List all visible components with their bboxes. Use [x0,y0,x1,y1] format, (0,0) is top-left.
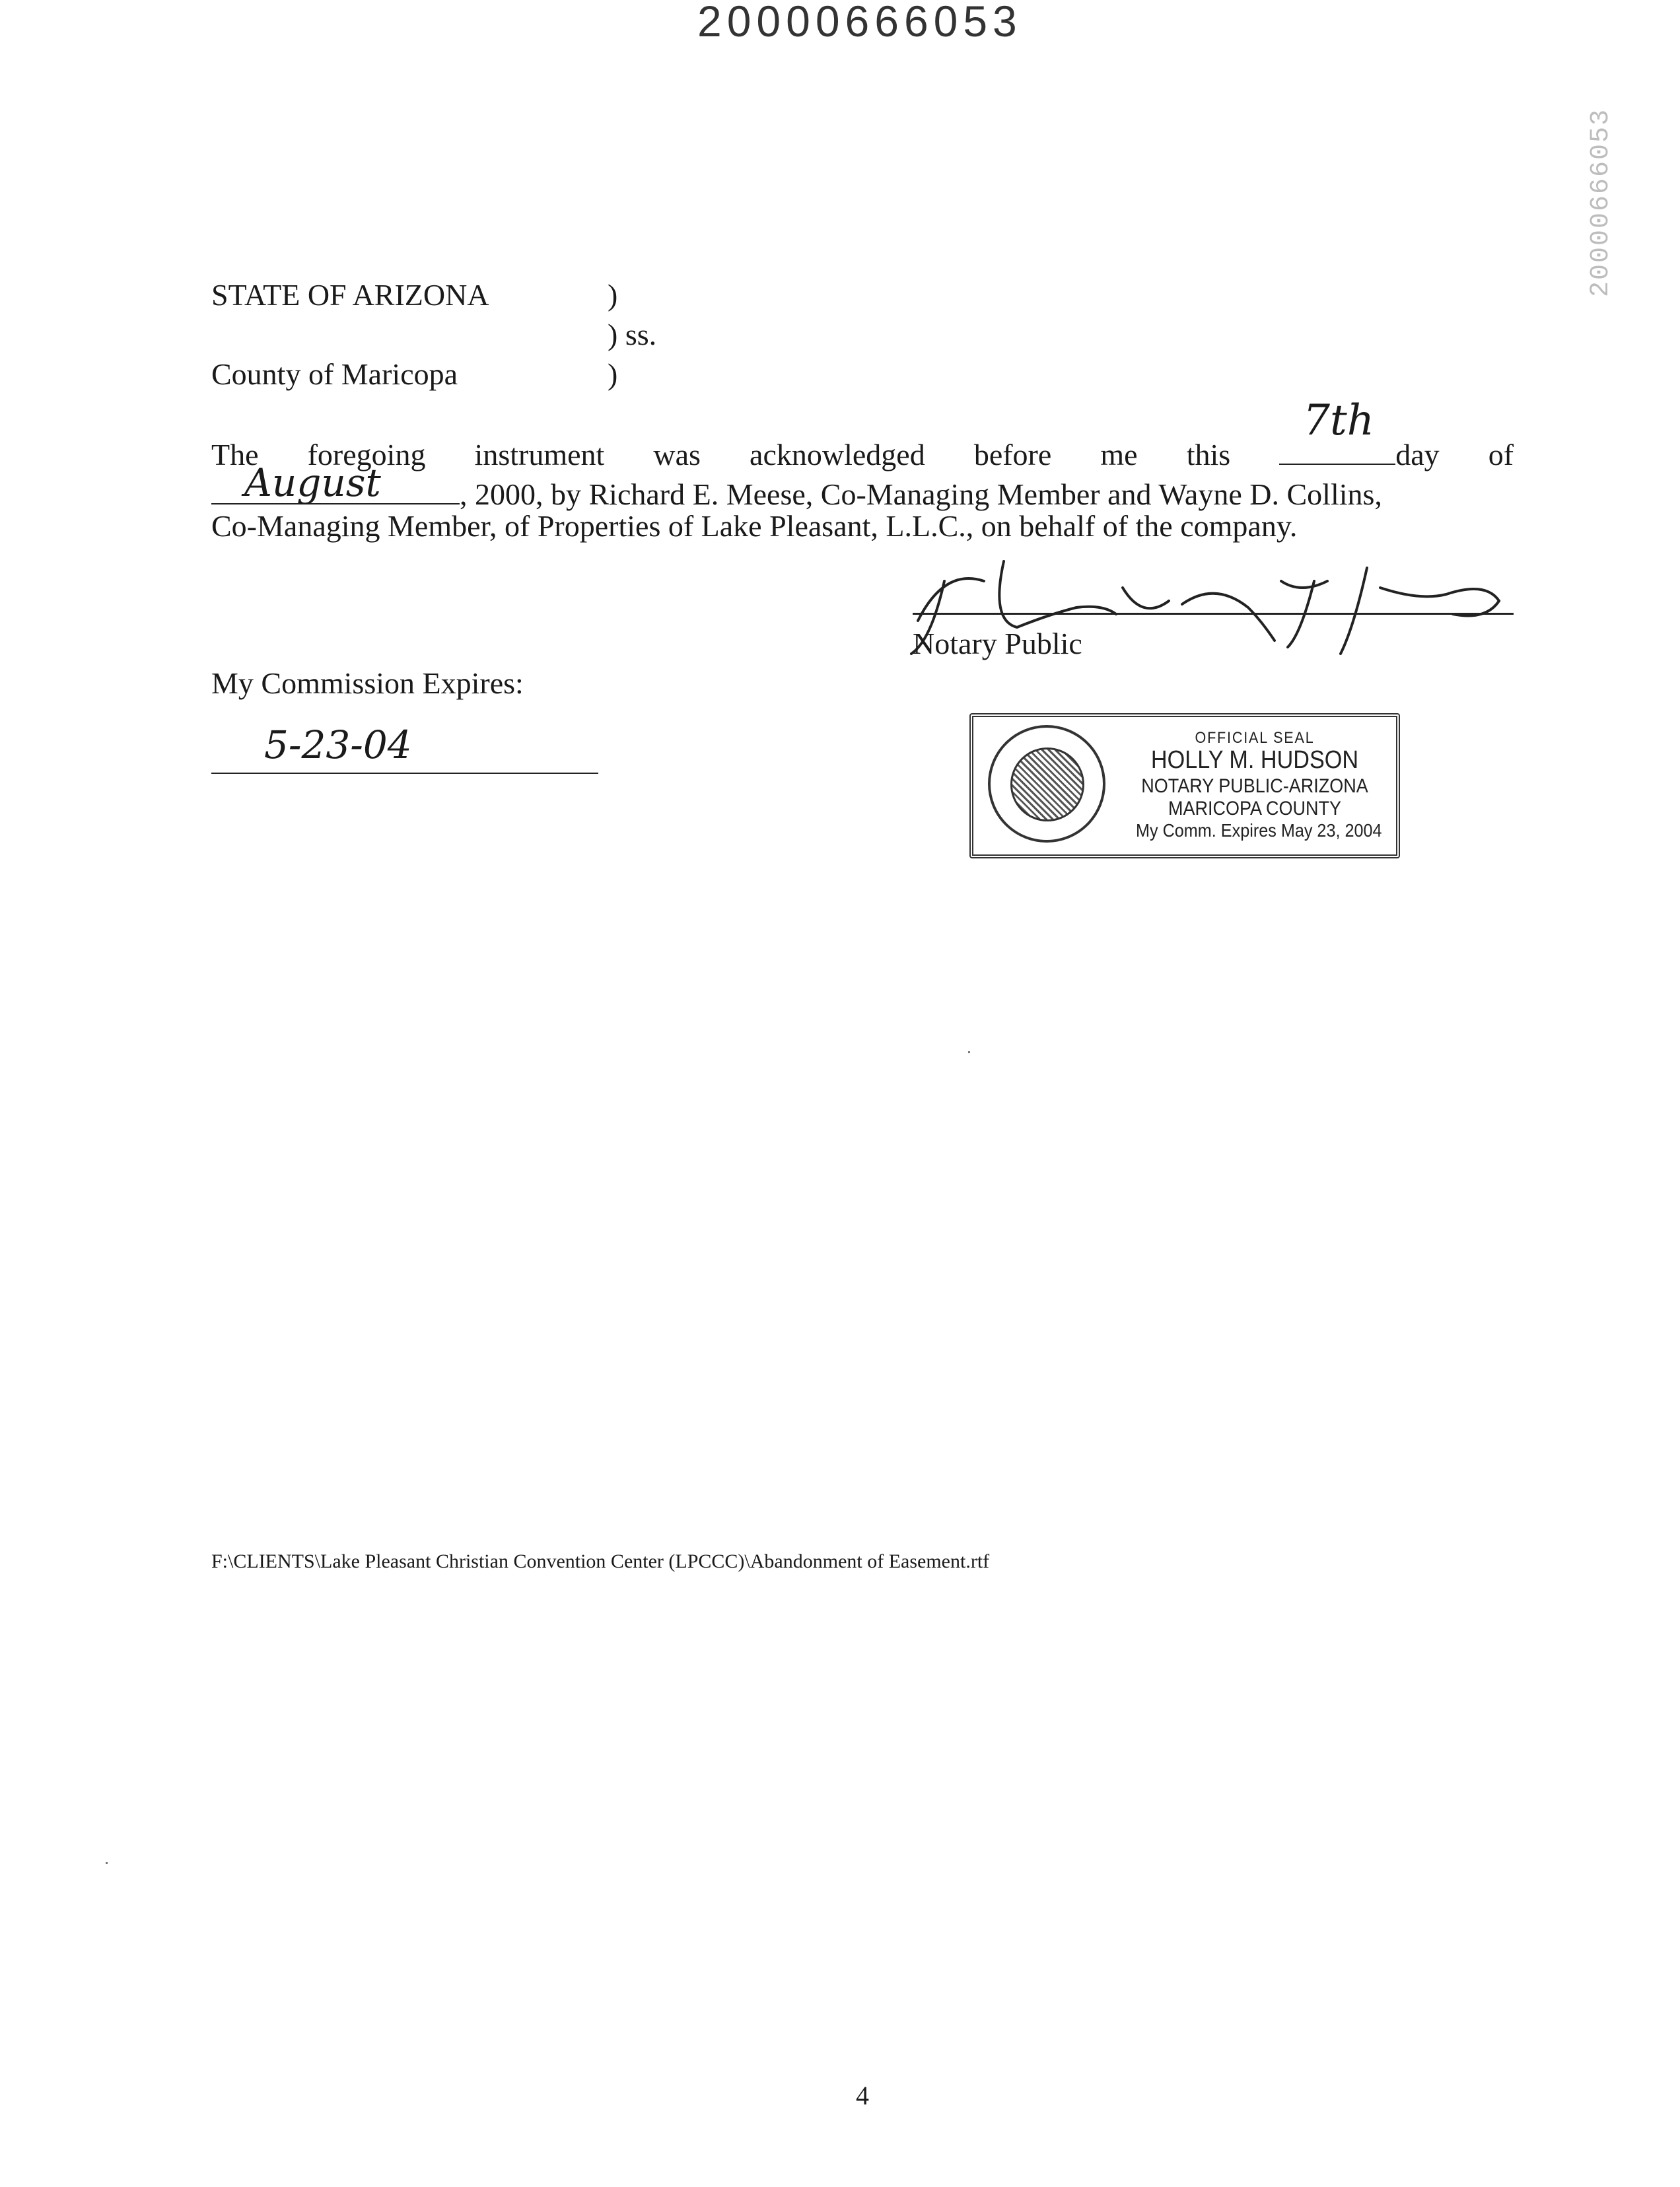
ack-word: The [211,438,259,471]
side-recording-stamp: 20000666053 [1586,108,1616,297]
state-seal-emblem [1010,747,1084,821]
seal-county: MARICOPA COUNTY [1168,798,1342,819]
month-blank [211,460,460,505]
handwritten-day: 7th [1303,396,1374,445]
venue-paren-ss: ) ss. [608,318,657,351]
ack-day-of: day of [1395,438,1514,471]
acknowledgment-line-1 [211,396,1514,471]
venue-paren-close: ) [608,357,618,391]
seal-notary-name: HOLLY M. HUDSON [1150,746,1359,774]
signature-line [913,613,1514,615]
venue-state: STATE OF ARIZONA [211,278,489,312]
page-number: 4 [856,2081,869,2110]
seal-heading: OFFICIAL SEAL [1195,729,1315,747]
notary-seal-stamp [964,707,1407,858]
venue-paren-open: ) [608,278,618,312]
day-blank [1279,396,1395,465]
ack-word: was [653,438,701,471]
notary-public-label: Notary Public [913,627,1082,660]
state-seal-icon [988,725,1105,843]
acknowledgment-line-3: Co-Managing Member, of Properties of Lake Pleasant, L.L.C., on behalf of the company. [211,509,1298,543]
handwritten-month: August [244,460,381,505]
seal-title: NOTARY PUBLIC-ARIZONA [1141,775,1368,797]
scan-speck [968,1051,970,1053]
handwritten-commission-date: 5-23-04 [264,722,412,767]
ack-line-2-text: , 2000, by Richard E. Meese, Co-Managing Member and Wayne D. Collins, [460,477,1382,511]
ack-word: foregoing [307,438,426,471]
ack-word: me [1100,438,1138,471]
ack-word: instrument [474,438,605,471]
recording-number: 20000666053 [697,0,1022,46]
file-path-footer: F:\CLIENTS\Lake Pleasant Christian Convention Center (LPCCC)\Abandonment of Easement.rtf [211,1550,990,1572]
seal-expiration: My Comm. Expires May 23, 2004 [1136,820,1382,841]
venue-county: County of Maricopa [211,357,458,391]
ack-word: this [1186,438,1231,471]
scan-speck [106,1862,108,1864]
commission-date-line [211,773,598,774]
ack-word: before [973,438,1052,471]
commission-expires-label: My Commission Expires: [211,666,524,700]
ack-word: acknowledged [750,438,925,471]
acknowledgment-line-2 [211,460,1514,511]
